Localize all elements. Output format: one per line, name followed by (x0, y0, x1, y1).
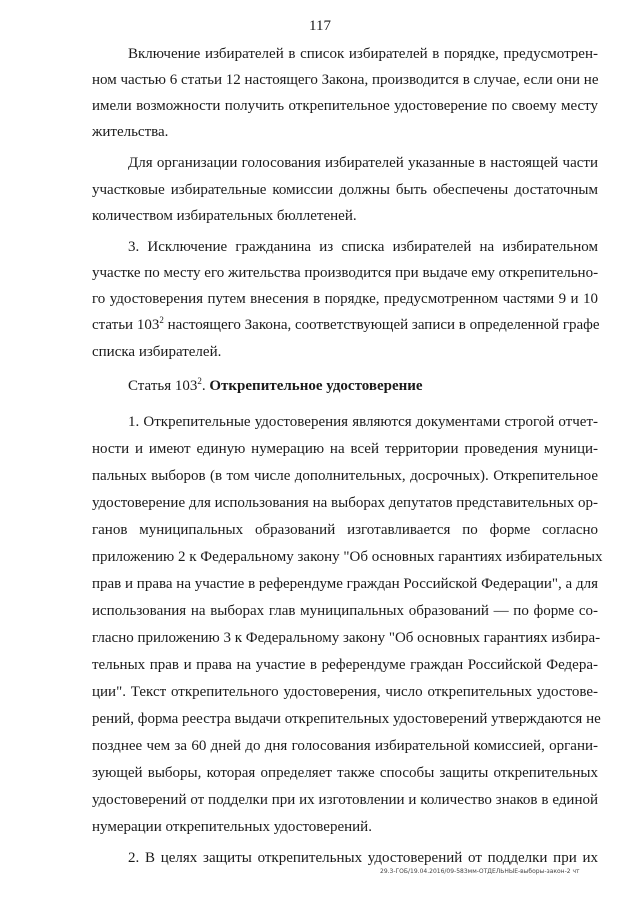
article-title: Открепительное удостоверение (209, 378, 423, 394)
text-line: использования на выборах глав муниципальных образований — по форме со- (92, 603, 598, 619)
article-heading (128, 378, 423, 395)
footer-file-path: 29.3-ГОБ/19.04.2016/09-583мм-ОТДЕЛЬНЫЕ-выборы-закон-2 чт (380, 868, 580, 875)
text-line: Для организации голосования избирателей указанные в настоящей части (128, 155, 598, 171)
text-fragment: статьи 103 (92, 317, 160, 333)
text-line: тельных прав и права на участие в референдуме граждан Российской Федера- (92, 657, 598, 673)
text-line: гласно приложению 3 к Федеральному закону "Об основных гарантиях избира- (92, 630, 601, 646)
text-line: нумерации открепительных удостоверений. (92, 819, 372, 835)
text-line: списка избирателей. (92, 344, 222, 360)
text-line: Включение избирателей в список избирателей в порядке, предусмотрен- (128, 46, 598, 62)
article-number: Статья 103 (128, 378, 198, 394)
page-number: 117 (309, 18, 331, 34)
text-line: рений, форма реестра выдачи открепительных удостоверений утверждаются не (92, 711, 601, 727)
text-line: прав и права на участие в референдуме граждан Российской Федерации", а для (92, 576, 598, 592)
text-line: имели возможности получить открепительное удостоверение по своему месту (92, 98, 598, 114)
text-line: 2. В целях защиты открепительных удостоверений от подделки при их (128, 850, 598, 866)
text-line: зующей выборы, которая определяет также способы защиты открепительных (92, 765, 598, 781)
article-dot: . (201, 378, 210, 394)
text-line: ности и имеют единую нумерацию на всей территории проведения муници- (92, 441, 598, 457)
text-line: количеством избирательных бюллетеней. (92, 208, 357, 224)
text-line: приложению 2 к Федеральному закону "Об основных гарантиях избирательных (92, 549, 603, 565)
text-line (92, 315, 598, 335)
text-line: участке по месту его жительства производится при выдаче ему открепительно- (92, 265, 599, 281)
text-line: участковые избирательные комиссии должны быть обеспечены достаточным (92, 182, 598, 198)
text-line: ном частью 6 статьи 12 настоящего Закона, производится в случае, если они не (92, 72, 599, 88)
text-line: удостоверений от подделки при их изготовлении и количество знаков в единой (92, 792, 598, 808)
text-line: позднее чем за 60 дней до дня голосования избирательной комиссией, органи- (92, 738, 598, 754)
text-line: удостоверение для использования на выборах депутатов представительных ор- (92, 495, 598, 511)
text-line: 1. Открепительные удостоверения являются документами строгой отчет- (128, 414, 598, 430)
text-fragment: настоящего Закона, соответствующей записи в определенной графе (163, 317, 600, 333)
text-line: го удостоверения путем внесения в порядке, предусмотренном частями 9 и 10 (92, 291, 598, 307)
text-line: жительства. (92, 124, 169, 140)
superscript: 2 (159, 315, 164, 325)
text-line: ганов муниципальных образований изготавливается по форме согласно (92, 522, 598, 538)
text-line: ции". Текст открепительного удостоверения, число открепительных удостове- (92, 684, 598, 700)
superscript: 2 (197, 376, 202, 386)
text-line: 3. Исключение гражданина из списка избирателей на избирательном (128, 239, 598, 255)
text-line: пальных выборов (в том числе дополнительных, досрочных). Открепительное (92, 468, 598, 484)
